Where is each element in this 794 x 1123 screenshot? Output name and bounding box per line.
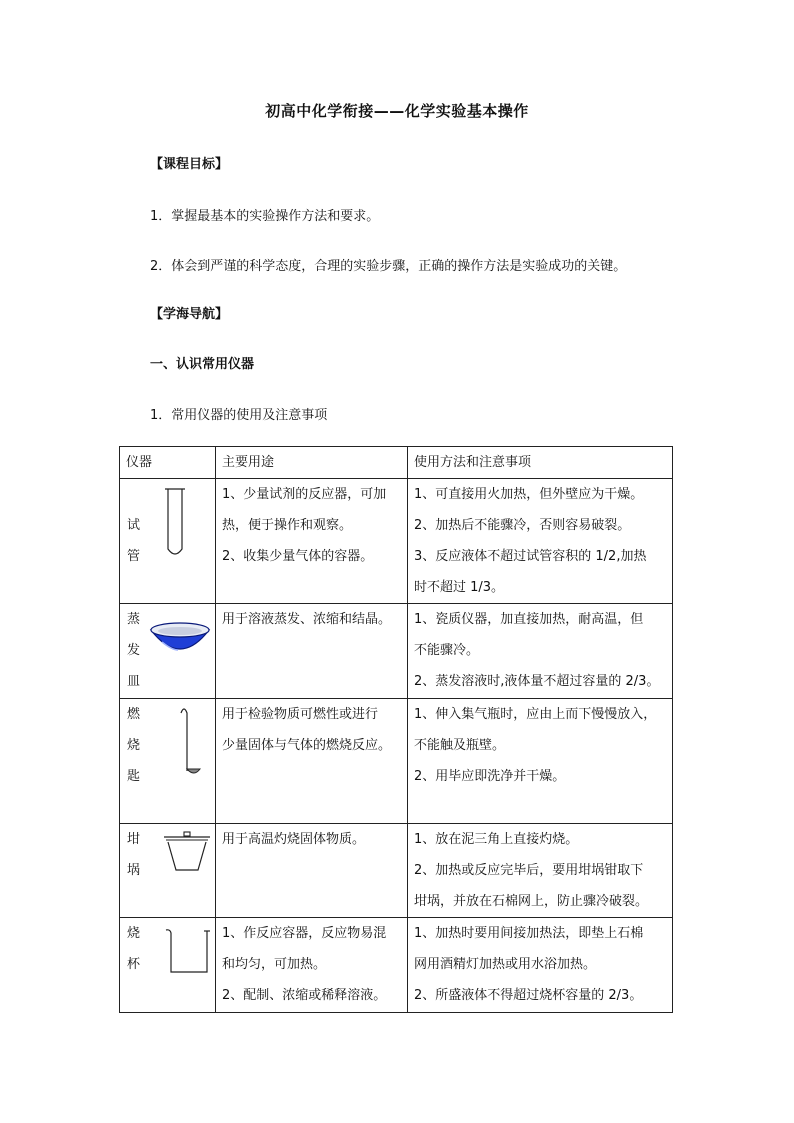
combustion-spoon-icon <box>172 703 206 779</box>
use-cell: 1、作反应容器，反应物易混 和均匀，可加热。 2、配制、浓缩或稀释溶液。 <box>216 918 408 1013</box>
use-cell: 用于高温灼烧固体物质。 <box>216 824 408 918</box>
instrument-cell <box>120 479 216 604</box>
table-row <box>120 918 673 1013</box>
page-title: 初高中化学衔接——化学实验基本操作 <box>265 102 529 120</box>
heading-instruments: 一、认识常用仪器 <box>150 357 255 372</box>
instrument-name: 试 管 <box>127 518 141 564</box>
beaker-icon <box>162 926 214 976</box>
notes-cell: 1、放在泥三角上直接灼烧。 2、加热或反应完毕后，要用坩埚钳取下 坩埚，并放在石棉网上，防止骤冷破裂。 <box>408 824 673 918</box>
header-main-use: 主要用途 <box>216 447 408 479</box>
instrument-cell <box>120 604 216 699</box>
instrument-name: 烧 杯 <box>127 926 141 972</box>
instrument-name: 坩 埚 <box>127 832 141 878</box>
header-instrument: 仪器 <box>120 447 216 479</box>
goal-1: 1．掌握最基本的实验操作方法和要求。 <box>150 209 380 224</box>
crucible-icon <box>160 830 214 874</box>
use-cell: 1、少量试剂的反应器，可加 热，便于操作和观察。 2、收集少量气体的容器。 <box>216 479 408 604</box>
table-row <box>120 604 673 699</box>
header-usage-notes: 使用方法和注意事项 <box>408 447 673 479</box>
goal-2: 2．体会到严谨的科学态度，合理的实验步骤，正确的操作方法是实验成功的关键。 <box>150 259 627 274</box>
instrument-name: 蒸 发 皿 <box>127 612 141 689</box>
section-guide-heading: 【学海导航】 <box>150 307 229 322</box>
instrument-name: 燃 烧 匙 <box>127 707 141 784</box>
notes-cell: 1、伸入集气瓶时，应由上而下慢慢放入， 不能触及瓶壁。 2、用毕应即洗净并干燥。 <box>408 699 673 824</box>
evaporating-dish-icon <box>148 620 212 660</box>
use-cell: 用于检验物质可燃性或进行 少量固体与气体的燃烧反应。 <box>216 699 408 824</box>
notes-cell: 1、可直接用火加热，但外壁应为干燥。 2、加热后不能骤冷，否则容易破裂。 3、反应液体不超过试管容积的 1/2,加热 时不超过 1/3。 <box>408 479 673 604</box>
instrument-cell <box>120 699 216 824</box>
instrument-cell <box>120 824 216 918</box>
test-tube-icon <box>160 483 190 563</box>
use-cell: 用于溶液蒸发、浓缩和结晶。 <box>216 604 408 699</box>
table-header-row <box>120 447 673 479</box>
instrument-table <box>119 446 673 1013</box>
notes-cell: 1、瓷质仪器，加直接加热，耐高温，但 不能骤冷。 2、蒸发溶液时,液体量不超过容量的 2/3。 <box>408 604 673 699</box>
table-row <box>120 479 673 604</box>
table-row <box>120 699 673 824</box>
notes-cell: 1、加热时要用间接加热法，即垫上石棉 网用酒精灯加热或用水浴加热。 2、所盛液体不得超过烧杯容量的 2/3。 <box>408 918 673 1013</box>
instrument-cell <box>120 918 216 1013</box>
subheading-instrument-usage: 1．常用仪器的使用及注意事项 <box>150 408 328 423</box>
table-row <box>120 824 673 918</box>
section-goals-heading: 【课程目标】 <box>150 157 229 172</box>
